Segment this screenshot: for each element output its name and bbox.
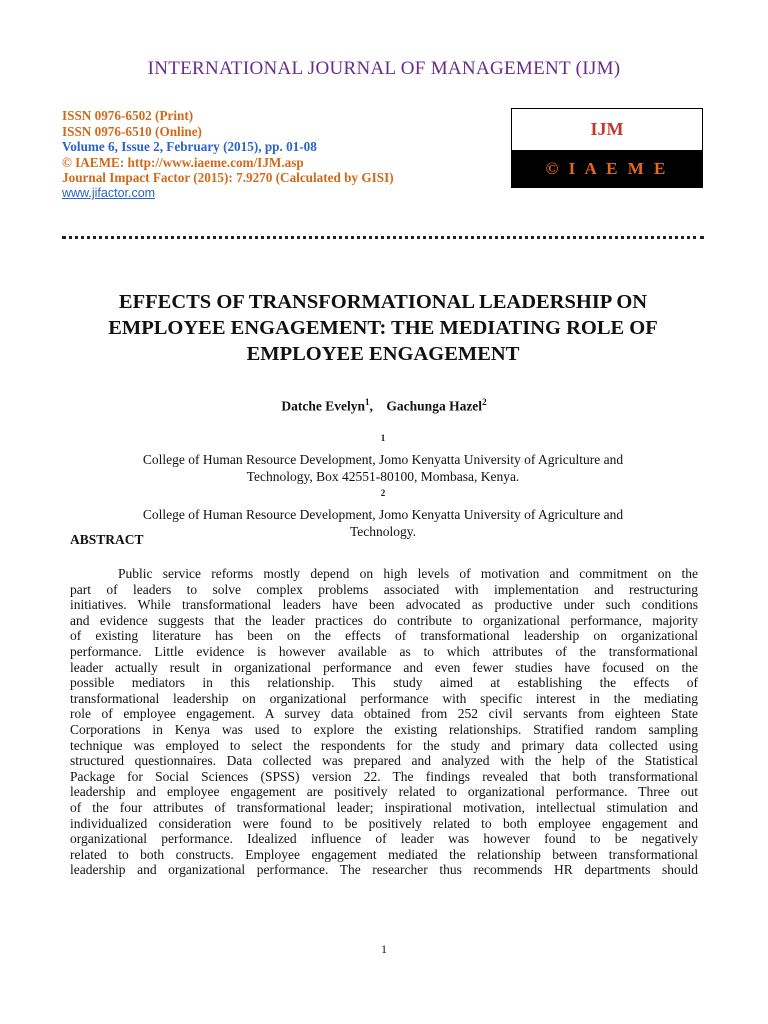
issn-print: ISSN 0976-6502 (Print): [62, 108, 194, 123]
abstract-line: organizational performance. Idealized influence of leader was however found to be negatively: [70, 831, 698, 847]
affiliation-2-line2: Technology.: [349, 524, 417, 540]
abstract-line: possible mediators in this relationship. This study aimed at establishing the effects of: [70, 675, 698, 691]
abstract-line: Public service reforms mostly depend on high levels of motivation and commitment on the: [118, 566, 698, 581]
journal-logo: [511, 108, 703, 188]
issn-online: ISSN 0976-6510 (Online): [62, 123, 202, 139]
jifactor-link[interactable]: www.jifactor.com: [62, 185, 156, 200]
title-line: EMPLOYEE ENGAGEMENT: THE MEDIATING ROLE OF: [108, 317, 658, 339]
abstract-line: leader actually result in organizational performance and even fewer studies have focused on the: [70, 659, 698, 675]
abstract-line: performance. Little evidence is however available as to which attributes of the transformational: [70, 643, 698, 659]
abstract-line: of the four attributes of transformational leader; inspirational motivation, intellectual stimulation and: [70, 799, 698, 815]
abstract-line: transformational leadership on organizational performance with specific interest in the mediating: [70, 690, 698, 706]
affiliation-1-line2: Technology, Box 42551-80100, Mombasa, Kenya.: [246, 468, 520, 484]
journal-meta: [62, 108, 394, 202]
affiliations: [62, 430, 704, 540]
logo-ijm: IJM: [590, 119, 624, 139]
authors: [0, 397, 768, 415]
affiliation-2-sup: 2: [380, 488, 386, 499]
abstract-line: Corporations in Kenya was used to explore the existing relationships. Stratified random sampling: [70, 721, 698, 737]
abstract-line: related to both constructs. Employee engagement mediated the relationship between transformational: [70, 846, 698, 862]
author-2-sup: 2: [482, 397, 487, 407]
journal-url[interactable]: © IAEME: http://www.iaeme.com/IJM.asp: [62, 154, 304, 170]
abstract-line: part of leaders to solve complex problems associated with implementation and restructuring: [70, 581, 698, 597]
abstract-line: initiatives. While transformational leaders have been advocated as productive under such conditions: [70, 597, 698, 613]
impact-factor: Journal Impact Factor (2015): 7.9270 (Calculated by GISI): [62, 170, 394, 186]
affiliation-1: [62, 430, 704, 468]
abstract-line: structured questionnaires. Data collected was prepared and analyzed with the help of the Statistical: [70, 753, 698, 769]
abstract-line: and evidence suggests that the leader practices do contribute to organizational performance, majority: [70, 612, 698, 628]
volume-info: Volume 6, Issue 2, February (2015), pp. 01-08: [62, 139, 317, 155]
paper-title: [62, 289, 704, 367]
header-divider: [62, 236, 704, 239]
title-line: EMPLOYEE ENGAGEMENT: [246, 343, 520, 365]
logo-iaeme: © I A E M E: [512, 150, 702, 188]
author-1-sup: 1: [365, 397, 370, 407]
affiliation-2-line1: College of Human Resource Development, Jomo Kenyatta University of Agriculture and: [142, 506, 624, 522]
affiliation-2: [62, 485, 704, 523]
title-line: EFFECTS OF TRANSFORMATIONAL LEADERSHIP ON: [118, 291, 648, 313]
author-1: Datche Evelyn: [281, 398, 366, 414]
abstract-line: of existing literature has been on the effects of transformational leadership on organizational: [70, 628, 698, 644]
author-separator: ,: [369, 398, 373, 414]
abstract-line: Package for Social Sciences (SPSS) version 22. The findings revealed that both transformational: [70, 768, 698, 784]
author-2: Gachunga Hazel: [386, 398, 483, 414]
affiliation-1-sup: 1: [380, 433, 386, 443]
abstract-line: individualized consideration were found to be positively related to both employee engagement and: [70, 815, 698, 831]
journal-title: INTERNATIONAL JOURNAL OF MANAGEMENT (IJM): [147, 58, 621, 79]
page-number: 1: [381, 942, 387, 956]
abstract-line: technique was employed to select the respondents for the study and primary data collected using: [70, 737, 698, 753]
abstract-line: role of employee engagement. A survey data obtained from 252 civil servants from eighteen State: [70, 706, 698, 722]
abstract-body: [70, 566, 698, 878]
abstract-heading: ABSTRACT: [70, 532, 144, 547]
abstract-line: leadership and organizational performance. The researcher thus recommends HR departments should: [70, 862, 698, 878]
abstract-line: leadership and employee engagement are positively related to organizational performance. Three out: [70, 784, 698, 800]
affiliation-1-line1: College of Human Resource Development, Jomo Kenyatta University of Agriculture and: [142, 451, 624, 467]
